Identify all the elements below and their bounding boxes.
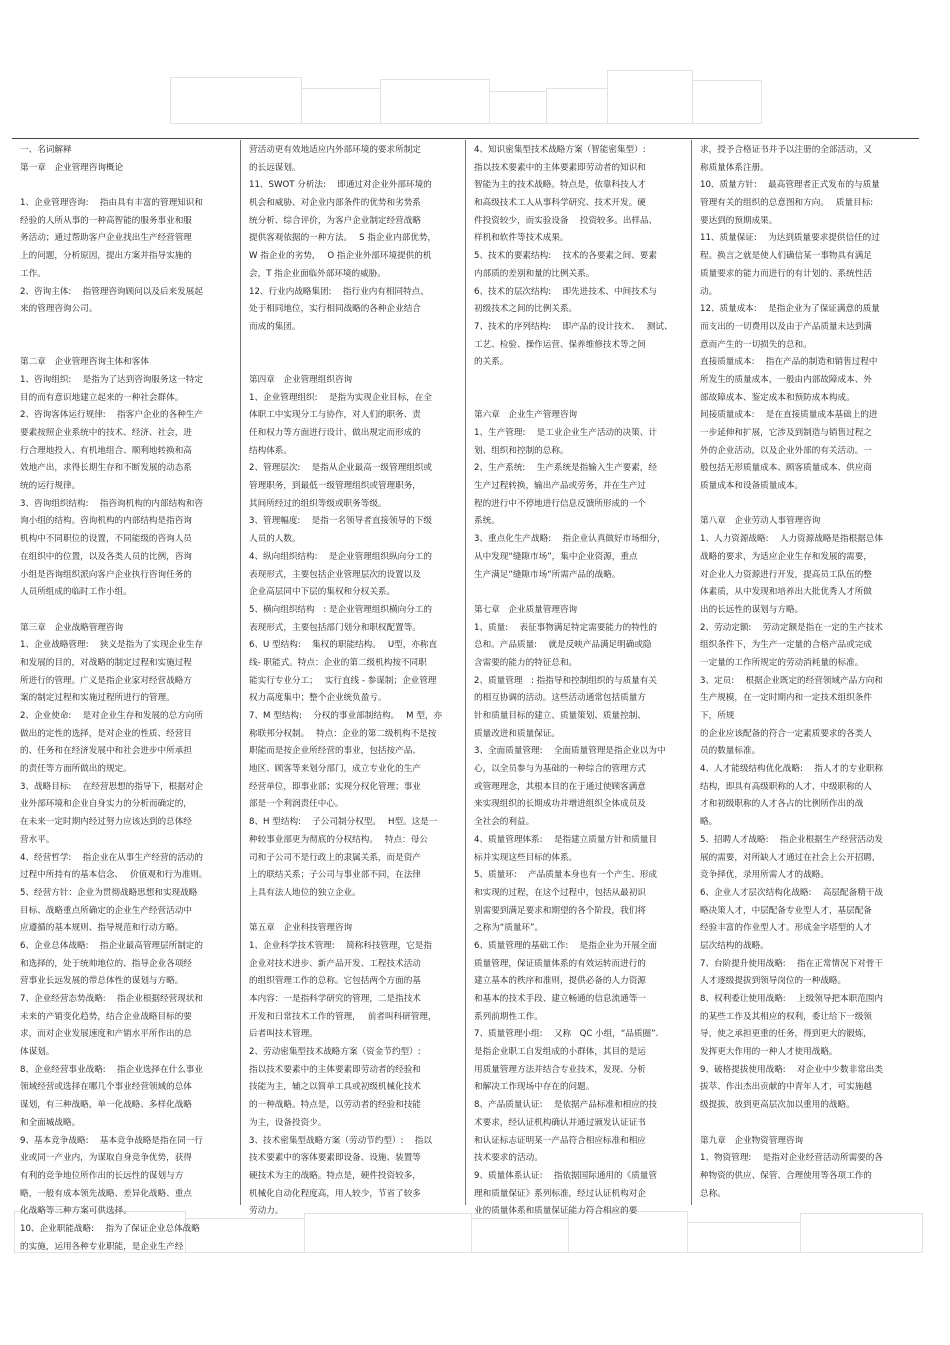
text-line: 6、U 型结构: 集权的职能结构。 U型，亦称直 <box>249 640 438 651</box>
text-line: 般包括无形质量成本、顾客质量成本、供应商 <box>700 463 872 474</box>
text-line: 第三章 企业战略管理咨询 <box>20 622 124 633</box>
text-line: 技术要素中的客体要素即设备、设施、装置等 <box>249 1153 421 1164</box>
text-line: 人员的人数。 <box>249 534 301 545</box>
text-line: 能实行专业分工； 实行直线 - 参谋制；企业管理 <box>249 675 437 686</box>
decorative-box <box>607 70 693 124</box>
text-line: 或管理理念，其根本目的在于通过使顾客满意 <box>474 781 646 792</box>
text-line: 任和权力等方面进行设计、做出规定而形成的 <box>249 428 421 438</box>
text-line: 其间所经过的组织等级或职务等级。 <box>249 498 387 509</box>
text-line: 劳动力。 <box>249 1206 284 1217</box>
text-line: 上的联结关系；子公司与事业部不同，在法律 <box>249 870 421 881</box>
text-line: 6、企业总体战略: 指企业最高管理层所制定的 <box>20 940 203 951</box>
text-line: 1、生产管理: 是工业企业生产活动的决策、计 <box>474 428 657 438</box>
text-line: 指以技术要素中的主体要素即劳动者的经验和 <box>249 1064 421 1075</box>
text-line: 而成的集团。 <box>249 321 301 332</box>
text-line: 发挥更大作用的一种人才使用战略。 <box>700 1047 838 1058</box>
text-line: 3、全面质量管理: 全面质量管理是指企业以为中 <box>474 746 666 757</box>
text-line: W 指企业的劣势， O 指企业外部环境提供的机 <box>249 251 432 262</box>
text-line: 和选择的，处于统帅地位的、指导企业各项经 <box>20 958 192 969</box>
text-line: 处于相同地位，实行相同战略的各种企业结合 <box>249 304 421 315</box>
text-line: 做出的定性的选择，是对企业的性质、经营目 <box>20 728 192 739</box>
text-line: 职能而是按企业所经营的事业，包括按产品、 <box>249 746 421 757</box>
text-line: 直接质量成本: 指在产品的制造和销售过程中 <box>700 357 878 368</box>
text-line: 的企业应该配备的符合一定素质要求的各类人 <box>700 728 872 739</box>
text-line: 组织条件下，为生产一定量的合格产品或完成 <box>700 640 872 651</box>
text-line: 技术要求的活动。 <box>474 1153 543 1164</box>
text-line: 10、质量方针: 最高管理者正式发布的与质量 <box>700 180 880 191</box>
text-line: 对企业人力资源进行开发，提高员工队伍的整 <box>700 569 872 580</box>
text-line: 总称。 <box>700 1188 726 1199</box>
text-line: 在未来一定时期内经过努力应该达到的总体经 <box>20 817 192 828</box>
text-line: 求，而对企业发展速度和产销水平所作出的总 <box>20 1029 192 1040</box>
text-line: 业外部环境和企业自身实力的分析而确定的， <box>20 799 192 810</box>
text-line: 生产规模，在一定时期内和一定技术组织条件 <box>700 693 872 704</box>
text-line: 技能为主，辅之以简单工具或初级机械化技术 <box>249 1082 421 1093</box>
text-line: 来实现组织的长期成功并增进组织全体成员及 <box>474 799 646 810</box>
text-line: 略。 <box>700 817 718 828</box>
text-line: 在组织中的位置，以及各类人员的比例，咨询 <box>20 551 192 562</box>
text-line: 经验的人所从事的一种高智能的服务事业和服 <box>20 215 192 226</box>
text-line: 体素质，从中发现和培养出大批优秀人才所做 <box>700 587 872 598</box>
decorative-box <box>687 1222 801 1253</box>
text-line <box>20 602 232 620</box>
text-line: 4、纵向组织结构: 是企业管理组织纵向分工的 <box>249 551 432 562</box>
text-line <box>20 177 232 195</box>
text-line: 业的质量体系和质量保证能力符合相应的要 <box>474 1206 638 1217</box>
text-line: 理和质量保证》系列标准，经过认证机构对企 <box>474 1188 646 1199</box>
text-line: 展的需要，对所缺人才通过在社会上公开招聘， <box>700 852 881 863</box>
text-column-2 <box>249 142 459 1221</box>
text-line: 4、质量管理体系: 是指建立质量方针和质量目 <box>474 834 657 845</box>
text-line: 询小组的结构。咨询机构的内部结构是指咨询 <box>20 516 192 527</box>
text-line: 而支出的一切费用以及由于产品质量未达到满 <box>700 321 872 332</box>
decorative-box <box>800 1213 923 1253</box>
text-line: 5、招聘人才战略: 指企业根据生产经营活动发 <box>700 834 883 845</box>
text-line: 5、质量环: 产品质量本身也有一个产生、形成 <box>474 870 657 881</box>
text-line: 别需要到满足要求和期望的各个阶段，我们将 <box>474 905 646 916</box>
text-line: 的长远谋划。 <box>249 162 301 173</box>
text-line: 机构中不同职位的设置，不同能级的咨询人员 <box>20 534 192 545</box>
text-line: 机械化自动化程度高，用人较少，节省了较多 <box>249 1188 421 1199</box>
text-line: 工作。 <box>20 268 46 279</box>
text-line: 第七章 企业质量管理咨询 <box>474 604 578 615</box>
text-line: 6、质量管理的基础工作: 是指企业为开展全面 <box>474 940 657 951</box>
text-line <box>700 496 910 514</box>
text-line: 3、技术密集型战略方案（劳动节约型）: 指以 <box>249 1135 432 1146</box>
text-line: 体职工中实现分工与协作，对人们的职务、责 <box>249 410 421 421</box>
text-line: 营活动更有效地适应内外部环境的要求所制定 <box>249 145 421 155</box>
text-line: 智能为主的技术战略。特点是，依靠科技人才 <box>474 180 646 191</box>
text-line: 2、企业使命: 是对企业生存和发展的总方向所 <box>20 711 203 721</box>
text-line: 要素按照企业系统中的技术、经济、社会，进 <box>20 428 192 438</box>
text-line: 7、企业经营态势战略: 指企业根据经营现状和 <box>20 994 203 1004</box>
decorative-box <box>380 79 490 124</box>
text-line: 第八章 企业劳动人事管理咨询 <box>700 516 821 527</box>
text-line: 的实施，运用各种专业职能，是企业生产经 <box>20 1241 184 1252</box>
text-line: 竞争择优，录用所需人才的战略。 <box>700 870 829 881</box>
text-line: 12、质量成本: 是指企业为了保证满意的质量 <box>700 304 880 315</box>
text-line: 和认证标志证明某一产品符合相应标准和相应 <box>474 1135 646 1146</box>
text-line: 指以技术要素中的主体要素即劳动者的知识和 <box>474 162 646 173</box>
text-line: 结构体系。 <box>249 445 292 456</box>
text-line: 会，T 指企业面临外部环境的威胁。 <box>249 268 386 279</box>
text-line: 工艺、检验、操作运营、保养维修技术等之间 <box>474 339 646 350</box>
text-line: 机会和威胁、对企业内部条件的优势和劣势系 <box>249 198 421 209</box>
text-line: 第二章 企业管理咨询主体和客体 <box>20 357 149 368</box>
text-line <box>249 337 459 355</box>
text-line: 战略的要求，为适应企业生存和发展的需要， <box>700 551 872 562</box>
text-line: 略，一般有成本领先战略、差异化战略、重点 <box>20 1188 192 1199</box>
text-line: 生产满足“缝隙市场“所需产品的战略。 <box>474 569 621 580</box>
text-line: 2、劳动密集型技术战略方案（资金节约型）: <box>249 1047 421 1058</box>
text-line: 第一章 企业管理咨询概论 <box>20 162 124 173</box>
text-line: 来的管理咨询公司。 <box>20 304 98 315</box>
text-line: 8、产品质量认证: 是依据产品标准和相应的技 <box>474 1100 657 1111</box>
text-line: 权力高度集中；整个企业统负盈亏。 <box>249 693 387 704</box>
text-line: 生产过程转换，输出产品或劳务，并在生产过 <box>474 481 646 492</box>
text-line: 管理职务，到最低一级管理组织或管理职务， <box>249 481 421 492</box>
decorative-box <box>471 1218 569 1253</box>
text-line: 应遵循的基本规则、指导规范和行动方略。 <box>20 923 184 934</box>
text-line: 初级技术之间的比例关系。 <box>474 304 578 315</box>
text-line: 地区、顾客等来划分部门，成立专业化的生产 <box>249 764 421 775</box>
text-line: 硬技术为主的战略。特点是，硬件投资较多， <box>249 1170 421 1181</box>
text-line: 和全面城战略。 <box>20 1117 81 1128</box>
text-line: 上具有法人地位的独立企业。 <box>249 887 361 898</box>
text-line: 部故障成本、鉴定成本和预防成本构成。 <box>700 392 855 403</box>
text-line: 部是一个利润责任中心。 <box>249 799 344 810</box>
text-line: 表现形式，主要包括部门划分和职权配置等。 <box>249 622 421 633</box>
text-line: 员的数量标准。 <box>700 746 761 757</box>
text-line: 全社会的利益。 <box>474 817 535 828</box>
text-line: 9、破格提拔使用战略: 对企业中少数非常出类 <box>700 1064 883 1075</box>
text-line: 3、战略目标: 在经营思想的指导下，根据对企 <box>20 781 203 792</box>
text-line: 系统。 <box>474 516 500 527</box>
text-line: 一定量的工作所规定的劳动消耗量的标准。 <box>700 657 864 668</box>
text-line: 导，使之承担更重的任务，得到更大的锻炼， <box>700 1029 872 1040</box>
text-line: 种物资的供应、保管、合理使用等各项工作的 <box>700 1170 872 1181</box>
text-line: 之称为“质量环”。 <box>474 923 544 934</box>
text-line: 2、质量管理 : 指指导和控制组织的与质量有关 <box>474 675 657 686</box>
text-line: 7、M 型结构: 分权的事业部制结构。 M 型，亦 <box>249 711 443 721</box>
text-line: 样机和软件等技术成果。 <box>474 233 569 244</box>
text-line: 管理有关的组织的总意图和方向。 质量目标: <box>700 198 874 209</box>
text-line: 1、企业战略管理: 狭义是指为了实现企业生存 <box>20 640 203 651</box>
text-line: 标并实现这些目标的体系。 <box>474 852 578 863</box>
column-divider <box>465 140 466 1205</box>
text-line: 经营单位，即事业部；实现分权化管理；事业 <box>249 781 421 792</box>
text-line: 领域经营或选择在哪几个事业经营领域的总体 <box>20 1082 192 1093</box>
text-line: 1、企业管理组织: 是指为实现企业目标，在全 <box>249 392 432 403</box>
text-line: 10、企业职能战略: 指为了保证企业总体战略 <box>20 1223 200 1234</box>
text-line: 系列前期性工作。 <box>474 1011 543 1022</box>
text-line: 第五章 企业科技管理咨询 <box>249 923 353 934</box>
text-line <box>249 354 459 372</box>
decorative-box <box>546 88 608 124</box>
text-line: 人才逐级提拔到领导岗位的一种战略。 <box>700 976 847 987</box>
text-line: 体谋划。 <box>20 1047 55 1058</box>
text-line: 11、质量保证: 为达到质量要求提供信任的过 <box>700 233 880 244</box>
text-line: 开发和日常技术工作的管理， 前者叫科研管理， <box>249 1011 437 1022</box>
text-line: 从中发现“缝隙市场”，集中企业资源，重点 <box>474 551 638 562</box>
text-line: 7、质量管理小组: 又称 QC 小组，“品质圈”. <box>474 1029 659 1040</box>
text-line: 拔萃、作出杰出贡献的中青年人才，可实施越 <box>700 1082 872 1093</box>
text-line: 划、组织和控制的总称。 <box>474 445 569 456</box>
text-line: 2、生产系统: 生产系统是指输入生产要素，经 <box>474 463 657 474</box>
text-line: 9、基本竞争战略: 基本竞争战略是指在同一行 <box>20 1135 203 1146</box>
text-line: 提供客观依据的一种方法。 S 指企业内部优势， <box>249 233 437 244</box>
text-line: 8、权利委让使用战略: 上级领导把本职范围内 <box>700 994 883 1004</box>
text-line: 8、H 型结构: 子公司制分权型。 H型。这是一 <box>249 817 438 828</box>
text-line: 5、技术的要素结构: 技术的各要素之间、要素 <box>474 251 657 262</box>
column-divider <box>691 140 692 1205</box>
text-line: 件投资较少，而实验设备 投资较多。出样品、 <box>474 215 658 226</box>
text-line: 质量改进和质量保证。 <box>474 728 560 739</box>
text-line: 的、任务和在经济发展中和社会进步中所承担 <box>20 746 192 757</box>
text-line: 出的长远性的谋划与方略。 <box>700 604 804 615</box>
text-line <box>249 903 459 921</box>
text-line: 行合理地投入、有机地组合、顺利地转换和高 <box>20 445 192 456</box>
text-line: 经验丰富的作业型人才。形成金字塔型的人才 <box>700 923 872 934</box>
text-line: 含需要的能力的特征总和。 <box>474 657 578 668</box>
text-line: 目标、战略重点所确定的企业生产经营活动中 <box>20 905 192 916</box>
text-line: 4、经营哲学: 指企业在从事生产经营的活动的 <box>20 852 203 863</box>
text-line: 12、行业内战略集团: 指行业内有相同特点、 <box>249 286 429 297</box>
text-line: 质量成本和设备质量成本。 <box>700 481 804 492</box>
text-line: 后者叫技术管理。 <box>249 1029 318 1040</box>
text-line: 一、名词解释 <box>20 145 72 155</box>
text-line: 上的问题，分析原因，提出方案并指导实施的 <box>20 251 192 262</box>
text-line: 程。换言之就是使人们确信某一事物具有满足 <box>700 251 872 262</box>
text-line: 下，所规 <box>700 711 735 721</box>
text-line: 外的企业活动，以及企业外部的有关活动。一 <box>700 445 872 456</box>
text-line: 和实现的过程，在这个过程中，包括从最初识 <box>474 887 646 898</box>
text-line: 1、企业管理咨询: 指由具有丰富的管理知识和 <box>20 198 203 209</box>
text-line: 线- 职能式。特点：企业的第二级机构按不同职 <box>249 657 427 668</box>
decorative-box <box>489 91 547 124</box>
text-line: 1、人力资源战略: 人力资源战略是指根据总体 <box>700 534 883 545</box>
text-line: 为主，设备投资少。 <box>249 1117 327 1128</box>
text-line: 内部质的差别和量的比例关系。 <box>474 268 595 279</box>
text-line: 7、技术的序列结构: 即产品的设计技术、 测试、 <box>474 321 673 332</box>
text-line: 营水平。 <box>20 834 55 845</box>
text-line: 3、咨询组织结构: 指咨询机构的内部结构和咨 <box>20 498 203 509</box>
text-line: 第九章 企业物资管理咨询 <box>700 1135 804 1146</box>
text-line: 的关系。 <box>474 357 509 368</box>
text-line: 5、横向组织结构 : 是企业管理组织横向分工的 <box>249 604 432 615</box>
text-line: 3、定员: 根据企业既定的经营领域产品方向和 <box>700 675 883 686</box>
text-line: 谋划，有三种战略，单一化战略、多样化战略 <box>20 1100 192 1111</box>
text-line: 化战略等三种方案可供选择。 <box>20 1206 132 1217</box>
decorative-box <box>170 77 302 124</box>
text-line: 6、技术的层次结构: 即先进技术、中间技术与 <box>474 286 657 297</box>
text-line: 动。 <box>700 286 718 297</box>
text-line: 称联邦分权制。 特点：企业的第二级机构不是按 <box>249 728 437 739</box>
text-line: 的责任等方面所做出的规定。 <box>20 764 132 775</box>
text-line: 务活动；通过帮助客户企业找出生产经营管理 <box>20 233 192 244</box>
text-line: 心，以全员参与为基础的一种综合的管理方式 <box>474 764 646 775</box>
text-line: 3、重点化生产战略: 指企业认真做好市场细分， <box>474 534 666 545</box>
text-line: 案的制定过程和实施过程所进行的管理。 <box>20 693 175 704</box>
text-line: 未来的产销变化趋势，结合企业战略目标的要 <box>20 1011 192 1022</box>
text-line: 和解决工作现场中存在的问题。 <box>474 1082 595 1093</box>
text-line: 小组是咨询组织派向客户企业执行咨询任务的 <box>20 569 192 580</box>
text-line: 11、SWOT 分析法: 即通过对企业外部环境的 <box>249 180 432 191</box>
text-line: 所进行的管理。广义是指企业家对经营战略方 <box>20 675 192 686</box>
text-line: 4、知识密集型技术战略方案（智能密集型）: <box>474 145 646 155</box>
text-line: 才和初级职称的人才各占的比例所作出的战 <box>700 799 864 810</box>
text-line: 1、质量: 表征事物满足特定需要能力的特性的 <box>474 622 657 633</box>
text-line: 建立基本的秩序和准则，提供必备的人力资源 <box>474 976 646 987</box>
text-line: 术要求，经认证机构确认并通过颁发认证证书 <box>474 1117 646 1128</box>
text-line: 略决策人才，中层配备专业型人才，基层配备 <box>700 905 872 916</box>
decorative-box <box>301 88 381 124</box>
text-line: 种较事业部更为彻底的分权结构。 特点：母公 <box>249 834 428 845</box>
text-line: 总和。产品质量: 就是反映产品满足明确或隐 <box>474 640 652 651</box>
text-line: 的一种战略。特点是，以劳动者的经验和技能 <box>249 1100 421 1111</box>
text-line: 表现形式，主要包括企业管理层次的设置以及 <box>249 569 421 580</box>
text-line: 用质量管理方法并结合专业技术，发现、分析 <box>474 1064 646 1075</box>
text-line: 7、台阶提升使用战略: 指在正常情况下对骨干 <box>700 958 883 969</box>
text-line <box>474 390 684 408</box>
text-line: 8、企业经营事业战略: 指企业选择在什么事业 <box>20 1064 203 1075</box>
text-line: 质量要求的能力而进行的有计划的、系统性活 <box>700 268 872 279</box>
text-column-3 <box>474 142 684 1221</box>
text-line: 2、管理层次: 是指从企业最高一级管理组织或 <box>249 463 432 474</box>
text-line: 针和质量目标的建立、质量策划、质量控制、 <box>474 711 646 721</box>
text-line: 1、物资管理: 是指对企业经营活动所需要的各 <box>700 1153 883 1164</box>
text-line: 企业高层同中下层的集权和分权关系。 <box>249 587 396 598</box>
text-line: 2、劳动定额: 劳动定额是指在一定的生产技术 <box>700 622 883 633</box>
text-line: 一步延伸和扩展，它涉及到制造与销售过程之 <box>700 428 872 438</box>
top-rule <box>12 138 919 139</box>
text-line: 意而产生的一切损失的总和。 <box>700 339 812 350</box>
text-line: 称质量体系注册。 <box>700 162 769 173</box>
text-line: 司和子公司不是行政上的隶属关系，而是资产 <box>249 852 421 863</box>
text-line <box>474 372 684 390</box>
text-line: 的相互协调的活动。这些活动通常包括质量方 <box>474 693 646 704</box>
text-line: 过程中所持有的基本信念、 价值观和行为准则。 <box>20 870 208 881</box>
text-line: 营事业长远发展的带总体性的谋划与方略。 <box>20 976 184 987</box>
text-line: 统分析、综合评价，为客户企业制定经营战略 <box>249 215 421 226</box>
text-line: 3、管理幅度: 是指一名领导者直接领导的下级 <box>249 516 432 527</box>
text-line: 所发生的质量成本，一般由内部故障成本、外 <box>700 374 872 385</box>
text-line: 5、经营方针：企业为贯彻战略思想和实现战略 <box>20 887 198 898</box>
text-line <box>474 584 684 602</box>
text-line: 1、企业科学技术管理: 简称科技管理，它是指 <box>249 940 432 951</box>
text-line: 2、咨询客体运行规律: 指客户企业的各种生产 <box>20 410 203 421</box>
text-line: 2、咨询主体: 指管理咨询顾问以及后来发展起 <box>20 286 203 297</box>
text-line: 效地产出，求得长期生存和不断发展的动态系 <box>20 463 192 474</box>
text-line: 层次结构的战略。 <box>700 940 769 951</box>
text-line: 质量管理，保证质量体系的有效运转而进行的 <box>474 958 646 969</box>
text-line: 的某些工作及其相应的权利，委让给下一级领 <box>700 1011 872 1022</box>
text-line: 人员所组成的临时工作小组。 <box>20 587 132 598</box>
text-line: 有利的竞争地位所作出的长远性的谋划与方 <box>20 1170 184 1181</box>
text-line: 目的而有意识地建立起来的一种社会群体。 <box>20 392 184 403</box>
text-line: 和基本的技术手段、建立畅通的信息流通等一 <box>474 994 646 1004</box>
decorative-box <box>692 80 762 124</box>
text-line: 和高级技术工人从事科学研究、技术开发。硬 <box>474 198 646 209</box>
text-column-1 <box>20 142 232 1256</box>
text-line: 统的运行规律。 <box>20 481 81 492</box>
text-line: 本内容：一是指科学研究的管理，二是指技术 <box>249 994 421 1004</box>
text-line: 第四章 企业管理组织咨询 <box>249 374 353 385</box>
text-line: 1、咨询组织: 是指为了达到咨询服务这一特定 <box>20 374 203 385</box>
text-line: 第六章 企业生产管理咨询 <box>474 410 578 421</box>
text-line: 求，授予合格证书并予以注册的全部活动，又 <box>700 145 872 155</box>
text-column-4 <box>700 142 910 1203</box>
text-line: 9、质量体系认证: 指依据国际通用的《质量管 <box>474 1170 657 1181</box>
text-line <box>20 337 232 355</box>
text-line: 6、企业人才层次结构化战略: 高层配备精干战 <box>700 887 883 898</box>
text-line <box>20 319 232 337</box>
text-line: 间接质量成本: 是在直接质量成本基础上的进 <box>700 410 878 421</box>
text-line: 程的进行中不停地进行信息反馈所形成的一个 <box>474 498 646 509</box>
text-line <box>700 1115 910 1133</box>
text-line: 业或同一产业内，为谋取自身竞争优势，获得 <box>20 1153 192 1164</box>
text-line: 企业对技术进步、新产品开发、工程技术活动 <box>249 958 421 969</box>
text-line: 级提拔，放到更高层次加以重用的战略。 <box>700 1100 855 1111</box>
text-line: 的组织管理工作的总称。它包括两个方面的基 <box>249 976 421 987</box>
text-line: 结构，即具有高级职称的人才、中级职称的人 <box>700 781 872 792</box>
text-line: 4、人才能级结构优化战略: 指人才的专业职称 <box>700 764 883 775</box>
text-line: 和发展的目的，对战略的制定过程和实施过程 <box>20 657 192 668</box>
column-divider <box>240 140 241 1205</box>
text-line: 是指企业职工自发组成的小群体，其目的是运 <box>474 1047 646 1058</box>
text-line: 要达到的预期成果。 <box>700 215 778 226</box>
